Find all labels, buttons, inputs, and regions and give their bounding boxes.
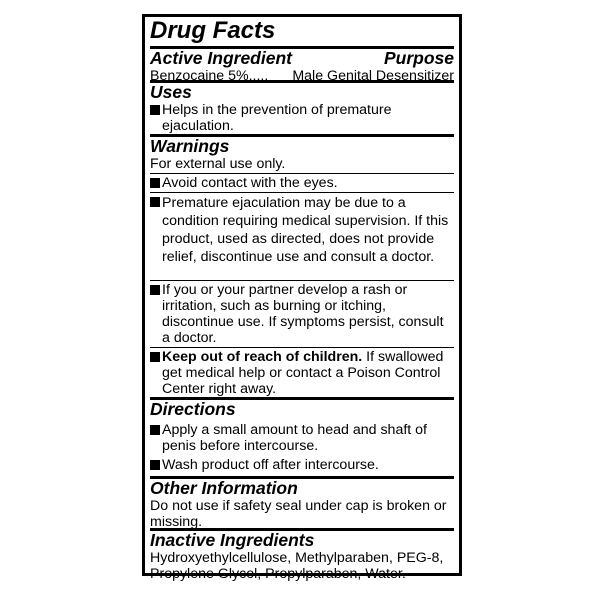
inactive-ingredients-section — [150, 528, 454, 582]
warning-item: Premature ejaculation may be due to a condition requiring medical supervision. If this product, used as directed, does not provide relief, discontinue use and consult a doctor. — [150, 192, 454, 280]
uses-item: Helps in the prevention of premature ejaculation. — [150, 102, 454, 134]
uses-heading: Uses — [150, 82, 192, 102]
warning-item: Avoid contact with the eyes. — [150, 173, 454, 192]
bullet-square-icon — [150, 425, 160, 435]
uses-section — [150, 80, 454, 134]
directions-section — [150, 397, 454, 476]
bullet-square-icon — [150, 285, 160, 295]
keep-out-warning — [150, 347, 454, 397]
bullet-square-icon — [150, 105, 160, 115]
directions-item: Wash product off after intercourse. — [150, 457, 454, 476]
bullet-square-icon — [150, 197, 160, 207]
active-ingredient-value: Benzocaine 5%..... — [150, 68, 269, 84]
drug-facts-title: Drug Facts — [150, 17, 276, 44]
warnings-section — [150, 134, 454, 397]
active-ingredient-section — [150, 46, 454, 84]
warning-item: If you or your partner develop a rash or irritation, such as burning or itching, discontinue use. If symptoms persist, consult a doctor. — [150, 280, 454, 347]
other-information-text: Do not use if safety seal under cap is broken or missing. — [150, 498, 447, 530]
directions-item: Apply a small amount to head and shaft of penis before intercourse. — [150, 422, 454, 457]
directions-heading: Directions — [150, 399, 236, 419]
keep-out-bold: Keep out of reach of children. — [162, 349, 363, 365]
inactive-ingredients-heading: Inactive Ingredients — [150, 530, 315, 550]
warnings-heading: Warnings — [150, 136, 230, 156]
bullet-square-icon — [150, 460, 160, 470]
bullet-square-icon — [150, 352, 160, 362]
keep-out-text: If swallowed get medical help or contact a Poison Control Center right away. — [162, 349, 444, 397]
other-information-heading: Other Information — [150, 478, 298, 498]
drug-facts-panel — [142, 14, 462, 582]
purpose-heading: Purpose — [383, 48, 454, 68]
bullet-square-icon — [150, 178, 160, 188]
inactive-ingredients-text: Hydroxyethylcellulose, Methylparaben, PEG-8, Propylene Glycol, Propylparaben, Water. — [150, 550, 444, 582]
active-ingredient-heading: Active Ingredient — [150, 48, 292, 68]
purpose-value: Male Genital Desensitizer — [292, 68, 454, 84]
other-information-section — [150, 476, 454, 528]
warnings-intro: For external use only. — [150, 156, 286, 172]
